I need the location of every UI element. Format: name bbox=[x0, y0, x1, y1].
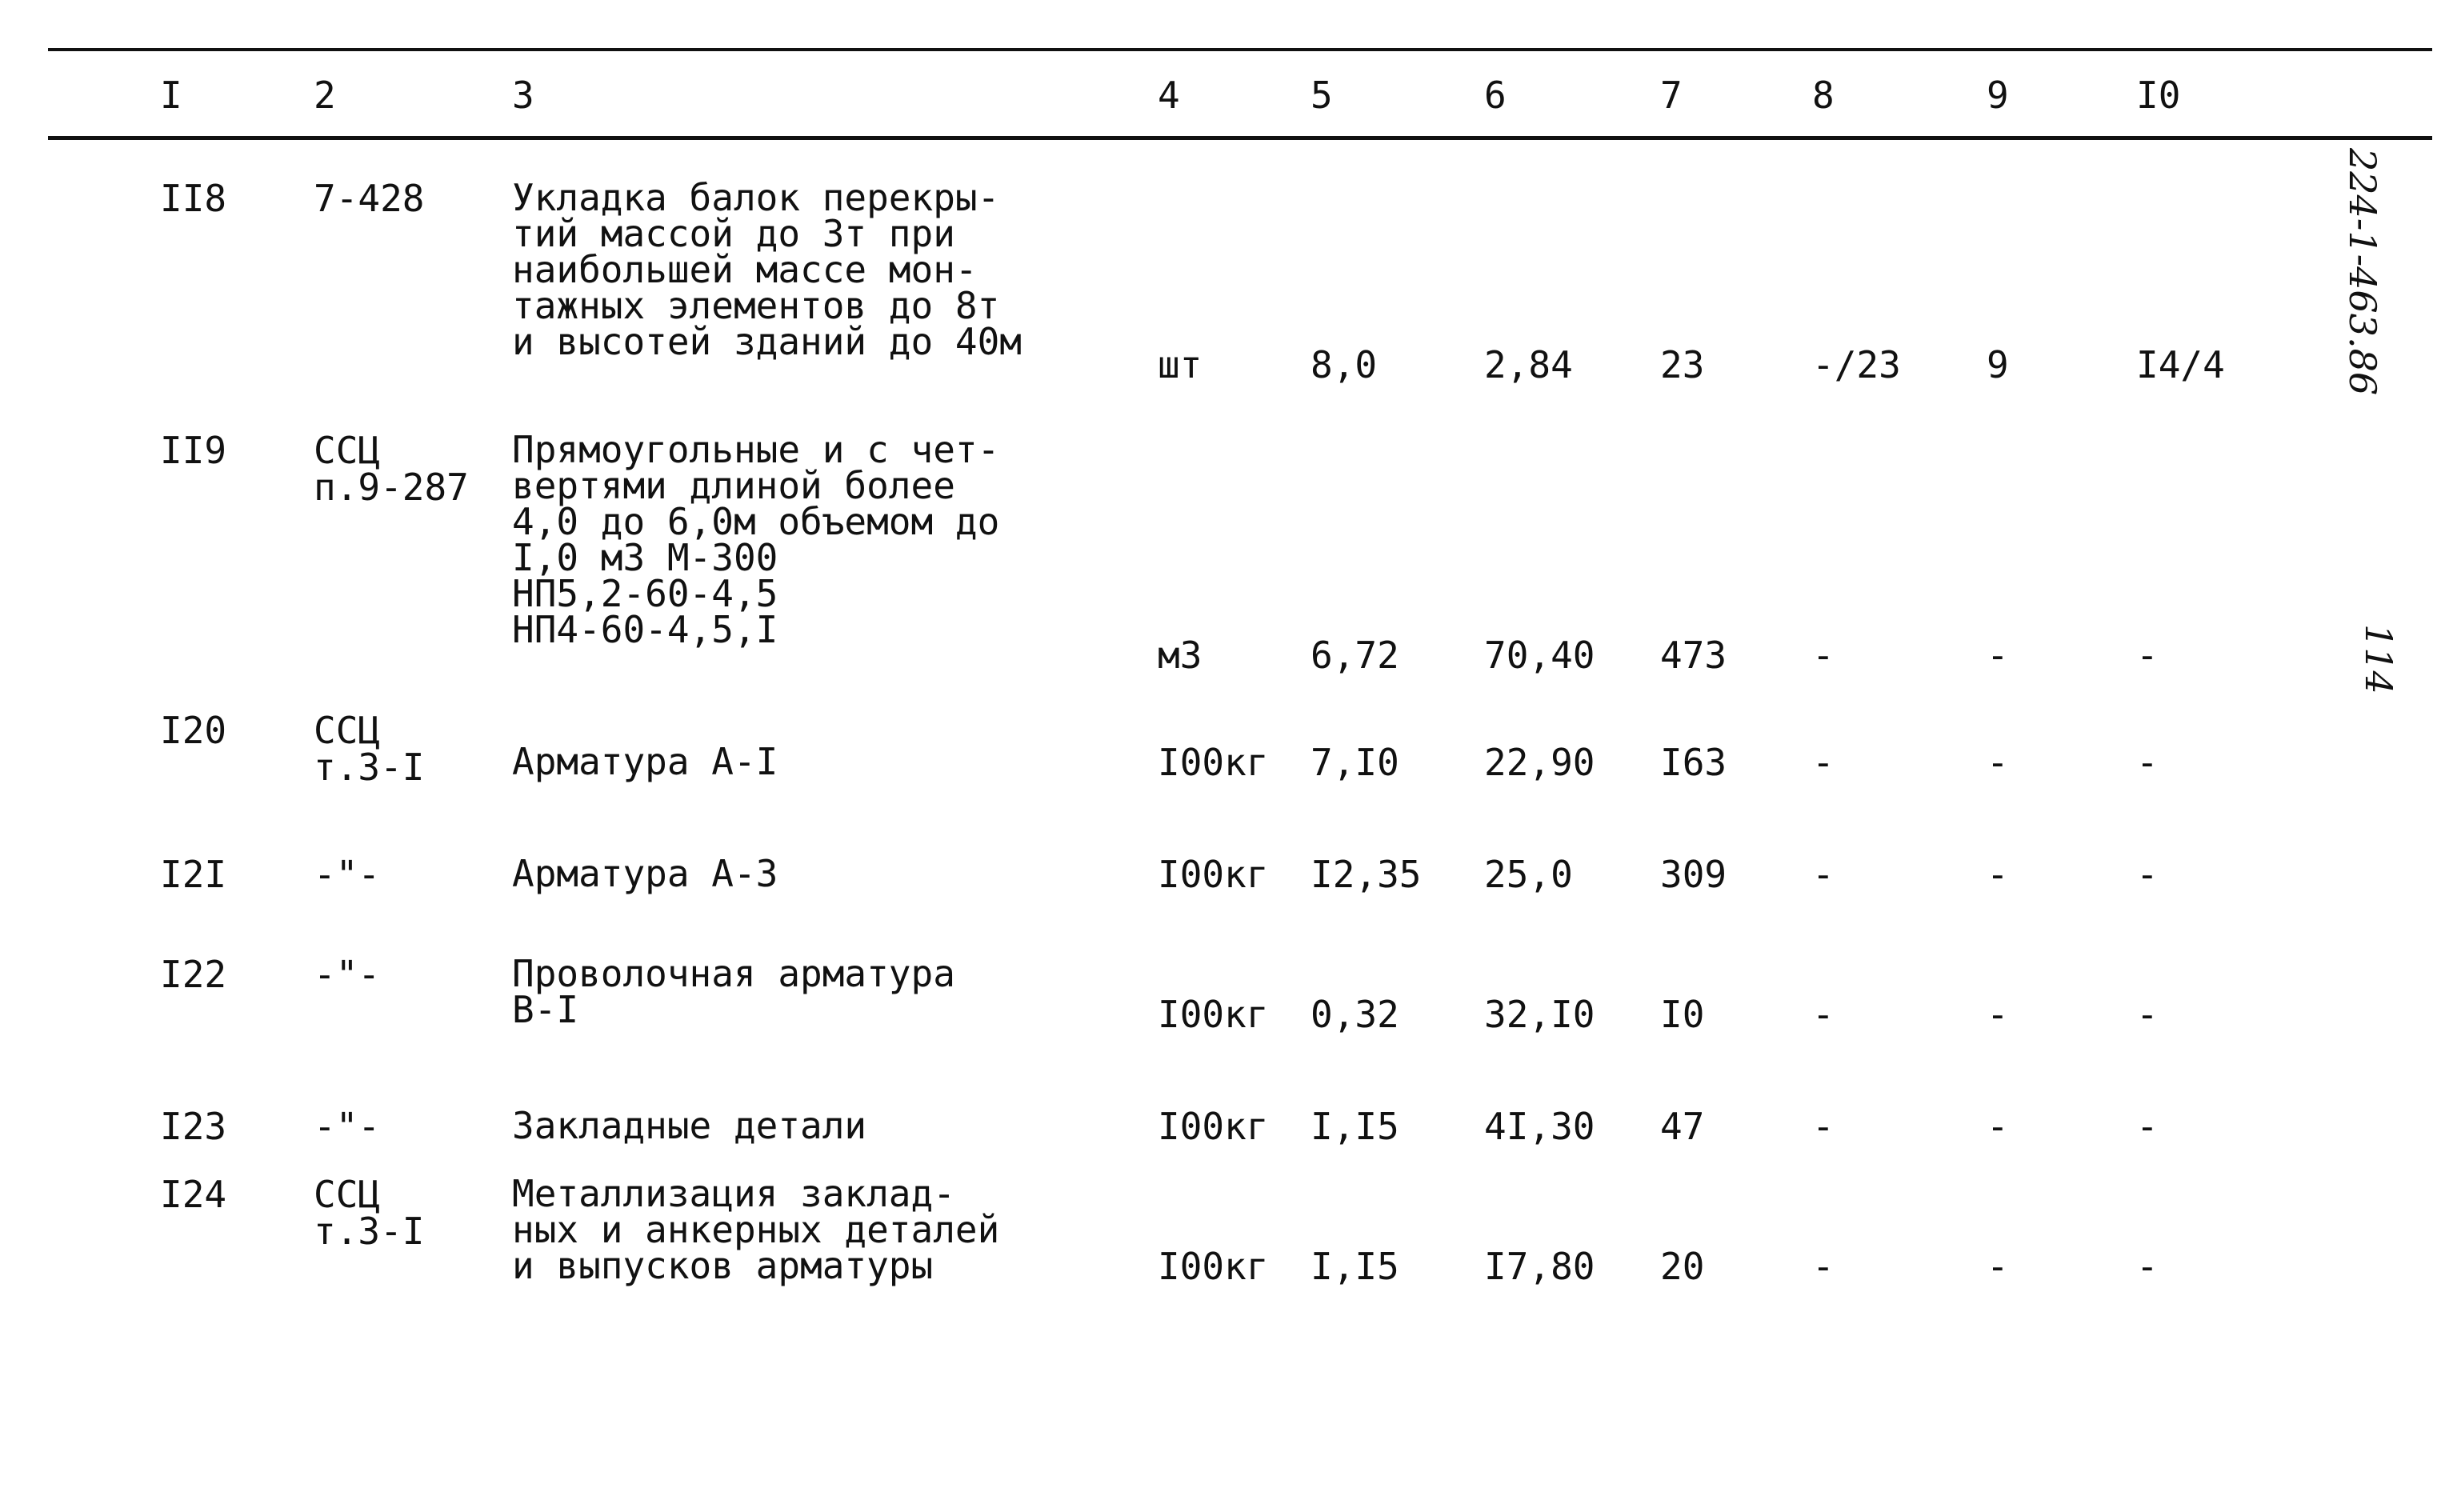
code-cell: -"- bbox=[314, 1105, 381, 1148]
cost-cell: I0 bbox=[1660, 993, 1705, 1036]
col8-cell: - bbox=[1812, 741, 1835, 784]
header-col-5: 5 bbox=[1311, 74, 1333, 117]
unit-cell: I00кг bbox=[1158, 853, 1269, 896]
description-cell: Металлизация заклад- ных и анкерных деталей и выпусков арматуры bbox=[512, 1172, 1000, 1287]
col9-cell: - bbox=[1987, 1245, 2009, 1288]
quantity-cell: I,I5 bbox=[1311, 1105, 1399, 1148]
col8-cell: - bbox=[1812, 993, 1835, 1036]
table-top-rule bbox=[48, 48, 2432, 51]
price-cell: 4I,30 bbox=[1484, 1105, 1595, 1148]
cost-cell: 309 bbox=[1660, 853, 1727, 896]
row-number: II8 bbox=[160, 177, 227, 220]
code-cell: ССЦ т.3-I bbox=[314, 709, 425, 789]
header-col-4: 4 bbox=[1158, 74, 1180, 117]
col10-cell: - bbox=[2136, 853, 2159, 896]
description-cell: Проволочная арматура В-I bbox=[512, 952, 955, 1031]
page-number-note: 114 bbox=[2357, 624, 2400, 694]
cost-cell: 47 bbox=[1660, 1105, 1705, 1148]
code-cell: -"- bbox=[314, 853, 381, 896]
description-cell: Арматура А-I bbox=[512, 740, 778, 783]
header-col-1: I bbox=[160, 74, 182, 117]
unit-cell: шт bbox=[1158, 343, 1202, 386]
col9-cell: - bbox=[1987, 993, 2009, 1036]
price-cell: 22,90 bbox=[1484, 741, 1595, 784]
description-cell: Закладные детали bbox=[512, 1104, 867, 1147]
quantity-cell: 0,32 bbox=[1311, 993, 1399, 1036]
description-cell: Арматура А-3 bbox=[512, 852, 778, 895]
row-number: I24 bbox=[160, 1173, 227, 1216]
row-number: I22 bbox=[160, 953, 227, 996]
col9-cell: 9 bbox=[1987, 343, 2009, 386]
header-col-2: 2 bbox=[314, 74, 336, 117]
col10-cell: I4/4 bbox=[2136, 343, 2225, 386]
code-cell: -"- bbox=[314, 953, 381, 996]
col8-cell: - bbox=[1812, 1245, 1835, 1288]
col10-cell: - bbox=[2136, 1105, 2159, 1148]
col8-cell: - bbox=[1812, 1105, 1835, 1148]
unit-cell: I00кг bbox=[1158, 741, 1269, 784]
col9-cell: - bbox=[1987, 853, 2009, 896]
header-col-6: 6 bbox=[1484, 74, 1507, 117]
price-cell: I7,80 bbox=[1484, 1245, 1595, 1288]
quantity-cell: 6,72 bbox=[1311, 634, 1399, 677]
description-cell: Прямоугольные и с чет- вертями длиной более 4,0 до 6,0м объемом до I,0 м3 М-300 НП5,2-60-4,5 НП4-60-4,5,I bbox=[512, 428, 1000, 651]
unit-cell: м3 bbox=[1158, 634, 1202, 677]
col10-cell: - bbox=[2136, 634, 2159, 677]
col8-cell: -/23 bbox=[1812, 343, 1901, 386]
col8-cell: - bbox=[1812, 853, 1835, 896]
price-cell: 70,40 bbox=[1484, 634, 1595, 677]
header-col-7: 7 bbox=[1660, 74, 1683, 117]
price-cell: 2,84 bbox=[1484, 343, 1573, 386]
col10-cell: - bbox=[2136, 741, 2159, 784]
cost-cell: 473 bbox=[1660, 634, 1727, 677]
cost-cell: 20 bbox=[1660, 1245, 1705, 1288]
unit-cell: I00кг bbox=[1158, 1105, 1269, 1148]
cost-cell: I63 bbox=[1660, 741, 1727, 784]
col8-cell: - bbox=[1812, 634, 1835, 677]
code-cell: 7-428 bbox=[314, 177, 425, 220]
quantity-cell: 8,0 bbox=[1311, 343, 1378, 386]
code-cell: ССЦ т.3-I bbox=[314, 1173, 425, 1253]
row-number: I2I bbox=[160, 853, 227, 896]
header-bottom-rule bbox=[48, 136, 2432, 140]
price-cell: 32,I0 bbox=[1484, 993, 1595, 1036]
row-number: I23 bbox=[160, 1105, 227, 1148]
header-col-10: I0 bbox=[2136, 74, 2181, 117]
document-code-note: 224-1-463.86 bbox=[2341, 148, 2384, 396]
col9-cell: - bbox=[1987, 634, 2009, 677]
price-cell: 25,0 bbox=[1484, 853, 1573, 896]
col9-cell: - bbox=[1987, 1105, 2009, 1148]
col10-cell: - bbox=[2136, 1245, 2159, 1288]
code-cell: ССЦ п.9-287 bbox=[314, 429, 469, 509]
row-number: II9 bbox=[160, 429, 227, 472]
col9-cell: - bbox=[1987, 741, 2009, 784]
col10-cell: - bbox=[2136, 993, 2159, 1036]
row-number: I20 bbox=[160, 709, 227, 752]
unit-cell: I00кг bbox=[1158, 1245, 1269, 1288]
description-cell: Укладка балок перекры- тий массой до 3т при наибольшей массе мон- тажных элементов до 8т и высотей зданий до 40м bbox=[512, 176, 1022, 363]
unit-cell: I00кг bbox=[1158, 993, 1269, 1036]
header-col-8: 8 bbox=[1812, 74, 1835, 117]
header-col-9: 9 bbox=[1987, 74, 2009, 117]
quantity-cell: I2,35 bbox=[1311, 853, 1422, 896]
header-col-3: 3 bbox=[512, 74, 534, 117]
cost-cell: 23 bbox=[1660, 343, 1705, 386]
quantity-cell: I,I5 bbox=[1311, 1245, 1399, 1288]
quantity-cell: 7,I0 bbox=[1311, 741, 1399, 784]
